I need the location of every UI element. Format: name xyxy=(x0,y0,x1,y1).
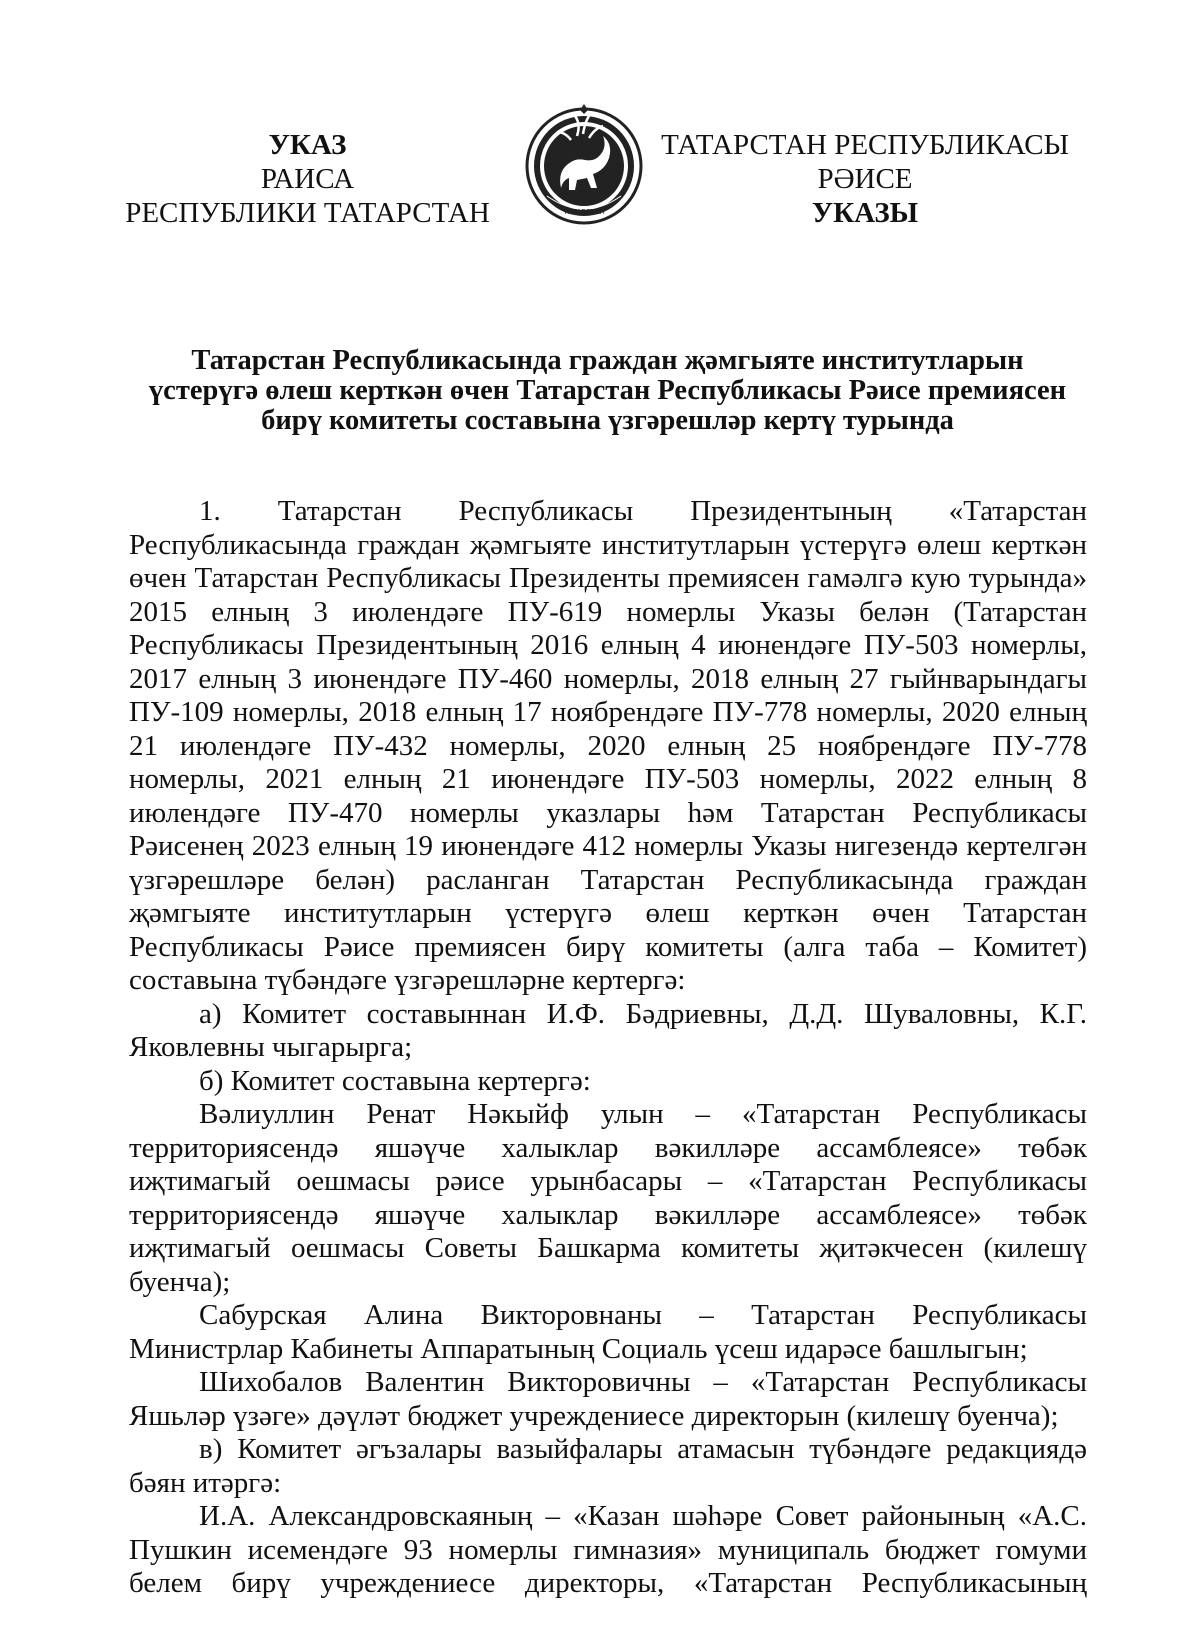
header-right-line1: ТАТАРСТАН РЕСПУБЛИКАСЫ xyxy=(661,129,1069,161)
header-right-line2: РӘИСЕ xyxy=(817,163,913,195)
paragraph-a: а) Комитет составыннан И.Ф. Бәдриевны, Д.Д. Шуваловны, К.Г. Яковлевны чыгарырга; xyxy=(129,997,1087,1063)
title-line1: Татарстан Республикасында граждан җәмгыяте институтларын xyxy=(191,345,1024,376)
paragraph-member-saburskaya: Сабурская Алина Викторовнаны – Татарстан Республикасы Министрлар Кабинеты Аппаратының Социаль үсеш идарәсе башлыгын; xyxy=(129,1299,1087,1365)
paragraph-v: в) Комитет әгъзалары вазыйфалары атамасын түбәндәге редакциядә бәян итәргә: xyxy=(129,1433,1087,1499)
document-body xyxy=(129,495,1087,1601)
paragraph-member-shikhobalov: Шихобалов Валентин Викторовичны – «Татарстан Республикасы Яшьләр үзәге» дәүләт бюджет учреждениесе директорын (килешү буенча); xyxy=(129,1366,1087,1432)
document-title xyxy=(130,346,1085,436)
paragraph-1: 1. Татарстан Республикасы Президентының «Татарстан Республикасында граждан җәмгыяте институтларын үстерүгә өлеш керткән өчен Татарстан Республикасы Президенты премиясен гамәлгә кую турында» 2015 елның 3 июлендәге ПУ-619 номерлы Указы белән (Татарстан Республикасы Президентының 2016 елның 4 июнендәге ПУ-503 номерлы, 2017 елның 3 июнендәге ПУ-460 номерлы, 2018 елның 27 гыйнварындагы ПУ-109 номерлы, 2018 елның 17 ноябрендәге ПУ-778 номерлы, 2020 елның 21 июлендәге ПУ-432 номерлы, 2020 елның 25 ноябрендәге ПУ-778 номерлы, 2021 елның 21 июнендәге ПУ-503 номерлы, 2022 елның 8 июлендәге ПУ-470 номерлы указлары һәм Татарстан Республикасы Рәисенең 2023 елның 19 июнендәге 412 номерлы Указы нигезендә кертелгән үзгәрешләре белән) расланган Татарстан Республикасында граждан җәмгыяте институтларын үстерүгә өлеш керткән өчен Татарстан Республикасы Рәисе премиясен бирү комитеты (алга таба – Комитет) составына түбәндәге үзгәрешләрне кертергә: xyxy=(129,495,1087,996)
tatarstan-emblem-icon xyxy=(521,100,647,226)
header-right-block xyxy=(655,128,1075,230)
paragraph-member-valiullin: Вәлиуллин Ренат Нәкыйф улын – «Татарстан Республикасы территориясендә яшәүче халыклар вәкилләре ассамблеясе» төбәк иҗтимагый оешмасы рәисе урынбасары – «Татарстан Республикасы территориясендә яшәүче халыклар вәкилләре ассамблеясе» төбәк иҗтимагый оешмасы Советы Башкарма комитеты җитәкчесен (килешү буенча); xyxy=(129,1098,1087,1298)
emblem-text: ТАТАРСТАН xyxy=(563,208,605,216)
header-left-block xyxy=(110,128,505,230)
header-left-line2: РАИСА xyxy=(260,163,355,195)
header-left-line1: УКАЗ xyxy=(268,129,347,161)
paragraph-member-alexandrovskaya: И.А. Александровскаяның – «Казан шәһәре Совет районының «А.С. Пушкин исемендәге 93 номерлы гимназия» муниципаль бюджет гомуми белем бирү учреждениесе директоры, «Татарстан Республикасының xyxy=(129,1500,1087,1599)
title-line2: үстерүгә өлеш керткән өчен Татарстан Республикасы Рәисе премиясен xyxy=(148,375,1067,406)
header-left-line3: РЕСПУБЛИКИ ТАТАРСТАН xyxy=(125,197,490,229)
header-right-line3: УКАЗЫ xyxy=(811,197,919,229)
title-line3: бирү комитеты составына үзгәрешләр кертү турында xyxy=(261,405,954,436)
paragraph-b: б) Комитет составына кертергә: xyxy=(199,1064,591,1097)
